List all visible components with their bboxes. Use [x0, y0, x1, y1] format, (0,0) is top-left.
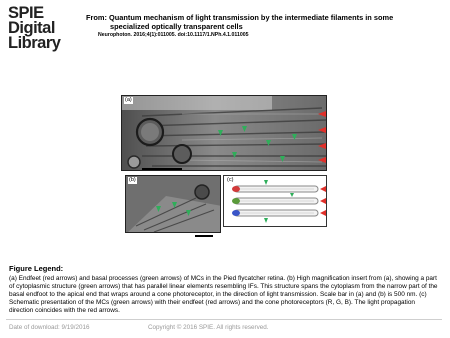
- red-arrows-c: [320, 186, 326, 216]
- panel-b-micrograph: [125, 175, 221, 233]
- micrograph-b-image: [126, 176, 221, 233]
- source-header: [86, 13, 438, 38]
- spie-digital-library-logo: [8, 6, 72, 51]
- article-title: [86, 13, 438, 31]
- schematic-c-image: [224, 176, 328, 228]
- panel-a-micrograph: [121, 95, 327, 171]
- panel-a-label: (a): [125, 97, 132, 103]
- figure-legend-text: (a) Endfeet (red arrows) and basal processes (green arrows) of MCs in the Pied flycatcher retina. (b) High magnification insert from (a), showing a part of cytoplasmic structure (green arrows) that has parallel linear elements resembling IFs. This structure spans the cytoplasm from the narrow part of the basal endfoot to the apical end that wraps around a cone photoreceptor, in the direction of light transmission. Scale bar in (a) and (b) is 500 nm. (c) Schematic presentation of the MCs (green arrows) with their endfeet (red arrows) and the cone photoreceptors (R, G, B). The light propagation direction coincides with the red arrows.: [9, 275, 438, 314]
- logo-line-1: SPIE: [8, 4, 44, 22]
- footer-divider: [6, 319, 442, 320]
- article-title-line-2: specialized optically transparent cells: [110, 22, 243, 31]
- figure: [121, 95, 333, 241]
- article-citation: Neurophoton. 2016;4(1):011005. doi:10.1117/1.NPh.4.1.011005: [98, 32, 249, 38]
- cone-green: [232, 198, 240, 204]
- scale-bar-a: [142, 168, 182, 170]
- article-title-line-1: From: Quantum mechanism of light transmission by the intermediate filaments in some: [86, 13, 394, 22]
- logo-line-3: Library: [8, 34, 61, 52]
- logo-line-2: Digital: [8, 19, 55, 37]
- figure-legend-heading: Figure Legend:: [9, 264, 64, 273]
- copyright-notice: Copyright © 2016 SPIE. All rights reserved.: [148, 324, 269, 331]
- panel-c-label: (c): [227, 177, 234, 183]
- download-date: Date of download: 9/19/2016: [9, 324, 90, 331]
- micrograph-a-image: [122, 96, 327, 171]
- panel-c-schematic: [223, 175, 327, 227]
- cone-red: [232, 186, 240, 192]
- panel-b-label: (b): [129, 177, 136, 183]
- cone-blue: [232, 210, 240, 216]
- scale-bar-b: [195, 235, 213, 237]
